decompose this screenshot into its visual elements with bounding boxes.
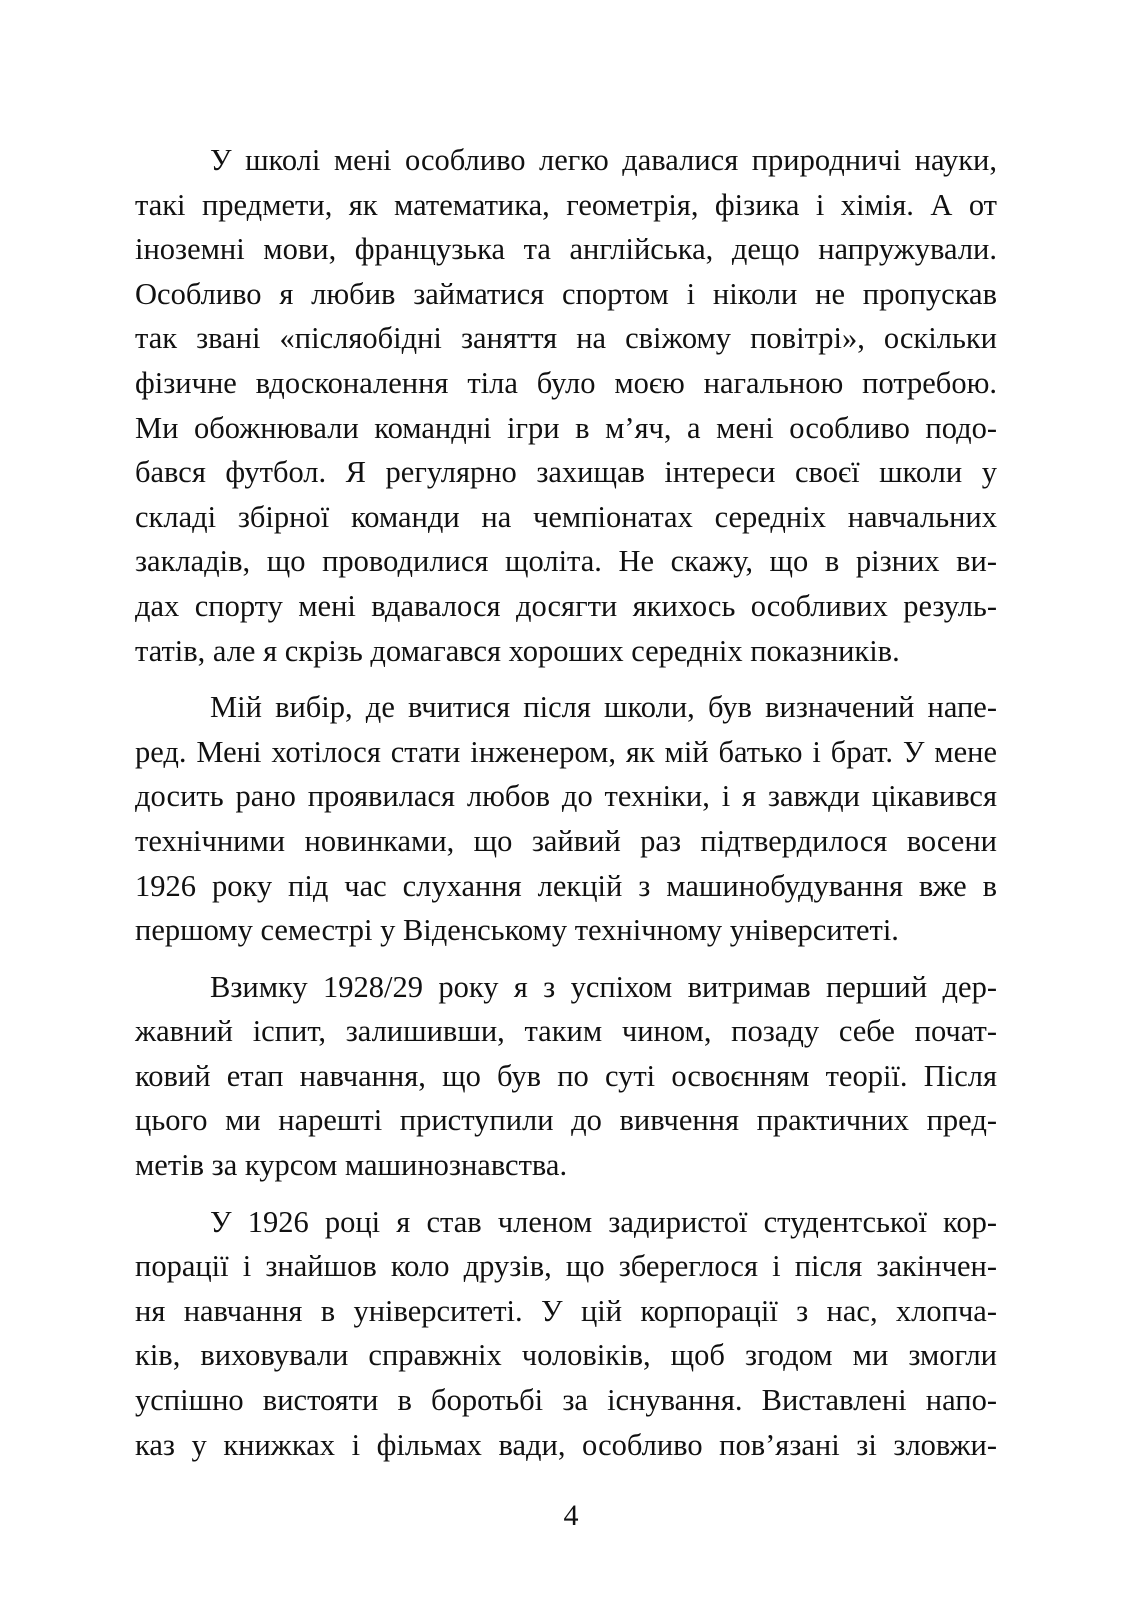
page-number: 4 (563, 1499, 579, 1532)
text-line: ковий етап навчання, що був по суті освоєнням теорії. Після (135, 1058, 997, 1093)
text-line: успішно вистояти в боротьбі за існування. Виставлені напо- (135, 1383, 997, 1418)
body-text (135, 138, 997, 1467)
text-line: порації і знайшов коло друзів, що збереглося і після закінчен- (135, 1249, 997, 1284)
text-line: 1926 року під час слухання лекцій з машинобудування вже в (135, 868, 997, 903)
text-line: так звані «післяобідні заняття на свіжому повітрі», оскільки (135, 321, 997, 356)
text-line: іноземні мови, французька та англійська, дещо напружували. (135, 232, 997, 267)
text-line: закладів, що проводилися щоліта. Не скажу, що в різних ви- (135, 544, 997, 579)
paragraph-career-choice (135, 685, 997, 953)
text-line: бався футбол. Я регулярно захищав інтереси своєї школи у (135, 455, 997, 490)
text-line: досить рано проявилася любов до техніки, і я завжди цікавився (135, 779, 997, 814)
text-line: ків, виховували справжніх чоловіків, щоб згодом ми змогли (135, 1338, 997, 1373)
text-line: дах спорту мені вдавалося досягти якихось особливих резуль- (135, 588, 997, 623)
text-line: татів, але я скрізь домагався хороших середніх показників. (135, 633, 900, 668)
paragraph-school (135, 138, 997, 673)
text-line: Особливо я любив займатися спортом і ніколи не пропускав (135, 276, 997, 311)
text-line: жавний іспит, залишивши, таким чином, позаду себе почат- (135, 1014, 997, 1049)
text-line: метів за курсом машинознавства. (135, 1148, 568, 1183)
text-line: Ми обожнювали командні ігри в м’яч, а мені особливо подо- (135, 410, 997, 445)
text-line: фізичне вдосконалення тіла було моєю нагальною потребою. (135, 365, 997, 400)
text-line: першому семестрі у Віденському технічному університеті. (135, 913, 899, 948)
paragraph-exam (135, 965, 997, 1188)
text-line: такі предмети, як математика, геометрія, фізика і хімія. А от (135, 187, 997, 222)
text-line: Взимку 1928/29 року я з успіхом витримав перший дер- (210, 969, 997, 1004)
paragraph-corporation (135, 1200, 997, 1468)
text-line: каз у книжках і фільмах вади, особливо пов’язані зі зловжи- (135, 1427, 997, 1462)
text-line: У школі мені особливо легко давалися природничі науки, (210, 143, 997, 177)
text-line: ня навчання в університеті. У цій корпорації з нас, хлопча- (135, 1293, 997, 1328)
text-line: ред. Мені хотілося стати інженером, як мій батько і брат. У мене (135, 734, 997, 769)
text-line: технічними новинками, що зайвий раз підтвердилося восени (135, 823, 997, 858)
text-line: цього ми нарешті приступили до вивчення практичних пред- (135, 1103, 997, 1138)
text-line: складі збірної команди на чемпіонатах середніх навчальних (135, 499, 997, 534)
text-line: Мій вибір, де вчитися після школи, був визначений напе- (210, 690, 997, 725)
text-line: У 1926 році я став членом задиристої студентської кор- (210, 1204, 997, 1239)
